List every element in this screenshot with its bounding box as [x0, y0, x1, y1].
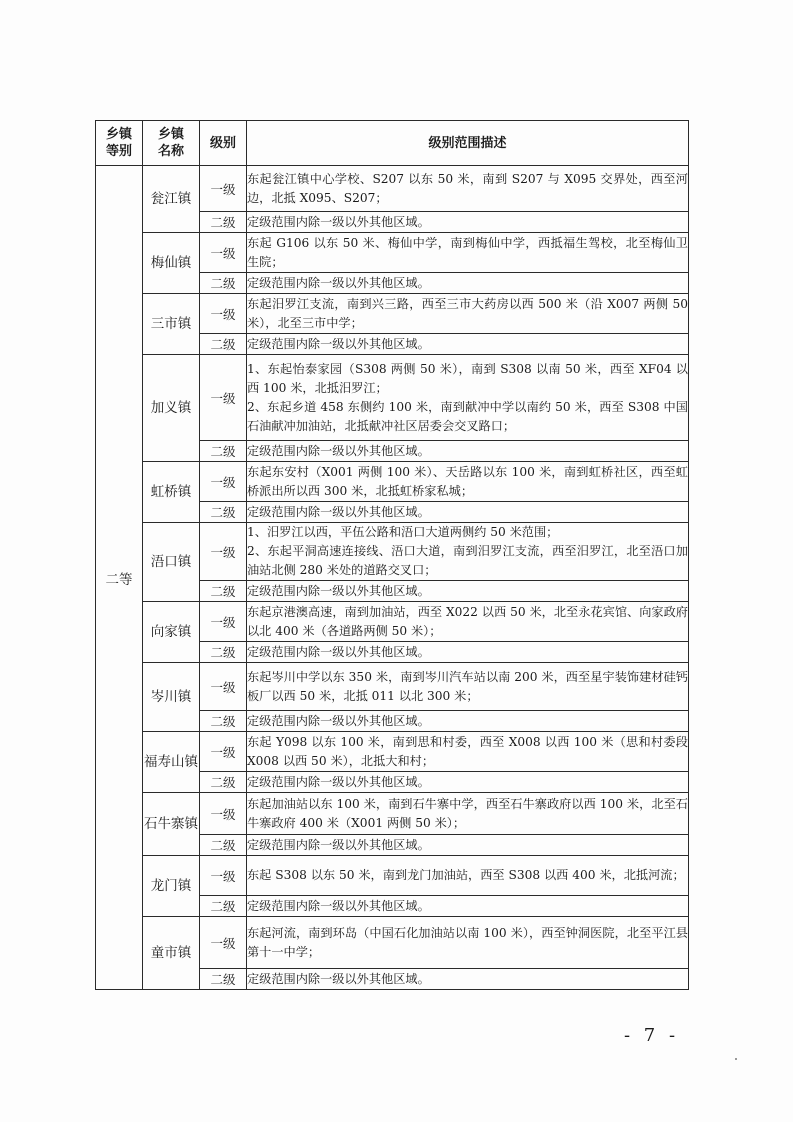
- table-row: [96, 355, 689, 441]
- level-1-cell: 一级: [200, 602, 247, 642]
- town-name-cell: 加义镇: [143, 355, 200, 462]
- town-name-cell: 虹桥镇: [143, 462, 200, 523]
- level-2-description: 定级范围内除一级以外其他区域。: [247, 835, 689, 856]
- level-2-cell: 二级: [200, 502, 247, 523]
- header-grade: 乡镇 等别: [96, 121, 143, 166]
- town-name-cell: 福寿山镇: [143, 732, 200, 793]
- level-1-cell: 一级: [200, 233, 247, 273]
- scan-speck: [735, 1058, 737, 1060]
- level-2-cell: 二级: [200, 212, 247, 233]
- level-2-cell: 二级: [200, 642, 247, 663]
- town-name-cell: 瓮江镇: [143, 166, 200, 233]
- town-name-cell: 龙门镇: [143, 856, 200, 917]
- level-2-cell: 二级: [200, 969, 247, 990]
- table-row: [96, 856, 689, 896]
- level-2-description: 定级范围内除一级以外其他区域。: [247, 334, 689, 355]
- level-1-description: [247, 663, 689, 711]
- description-line: 2、东起乡道 458 东侧约 100 米，南到献冲中学以南约 50 米，西至 S308 中国石油献冲加油站，北抵献冲社区居委会交叉路口；: [247, 399, 688, 433]
- level-1-cell: 一级: [200, 856, 247, 896]
- grade-cell: 二等: [96, 166, 143, 990]
- level-2-description: 定级范围内除一级以外其他区域。: [247, 969, 689, 990]
- level-2-description: 定级范围内除一级以外其他区域。: [247, 502, 689, 523]
- description-line: 东起东安村（X001 两侧 100 米）、天岳路以东 100 米，南到虹桥社区，西至虹桥派出所以西 300 米，北抵虹桥家私城；: [247, 464, 688, 498]
- level-1-cell: 一级: [200, 793, 247, 835]
- description-line: 2、东起平洞高速连接线、浯口大道，南到汨罗江支流，西至汨罗江，北至浯口加油站北侧 280 米处的道路交叉口；: [247, 544, 688, 577]
- description-line: 东起岑川中学以东 350 米，南到岑川汽车站以南 200 米，西至星宇装饰建材硅钙板厂以西 50 米，北抵 011 以北 300 米；: [247, 669, 688, 703]
- description-line: 1、东起怡泰家园（S308 两侧 50 米），南到 S308 以南 50 米，西至 XF04 以西 100 米，北抵汨罗江；: [247, 361, 688, 395]
- level-1-cell: 一级: [200, 732, 247, 772]
- town-name-cell: 向家镇: [143, 602, 200, 663]
- description-line: 东起瓮江镇中心学校、S207 以东 50 米，南到 S207 与 X095 交界处，西至河边，北抵 X095、S207；: [247, 171, 688, 205]
- table-row: [96, 793, 689, 835]
- description-line: 1、汨罗江以西，平伍公路和浯口大道两侧约 50 米范围；: [247, 525, 559, 539]
- level-2-description: 定级范围内除一级以外其他区域。: [247, 711, 689, 732]
- level-1-cell: 一级: [200, 663, 247, 711]
- level-1-cell: 一级: [200, 523, 247, 581]
- level-1-cell: 一级: [200, 462, 247, 502]
- level-1-description: [247, 523, 689, 581]
- description-line: 东起 S308 以东 50 米，南到龙门加油站，西至 S308 以西 400 米，北抵河流；: [247, 868, 685, 882]
- level-2-description: 定级范围内除一级以外其他区域。: [247, 212, 689, 233]
- level-2-cell: 二级: [200, 896, 247, 917]
- level-1-cell: 一级: [200, 917, 247, 969]
- level-1-description: [247, 917, 689, 969]
- table-row: [96, 523, 689, 581]
- level-2-description: 定级范围内除一级以外其他区域。: [247, 772, 689, 793]
- town-name-cell: 岑川镇: [143, 663, 200, 732]
- header-level: 级别: [200, 121, 247, 166]
- description-line: 东起汨罗江支流，南到兴三路，西至三市大药房以西 500 米（沿 X007 两侧 50 米），北至三市中学；: [247, 296, 688, 330]
- header-description: 级别范围描述: [247, 121, 689, 166]
- description-line: 东起 G106 以东 50 米、梅仙中学，南到梅仙中学，西抵福生驾校，北至梅仙卫生院；: [247, 235, 688, 269]
- level-2-cell: 二级: [200, 581, 247, 602]
- table-row: [96, 917, 689, 969]
- level-1-description: [247, 856, 689, 896]
- header-town: 乡镇 名称: [143, 121, 200, 166]
- level-2-cell: 二级: [200, 835, 247, 856]
- description-line: 东起 Y098 以东 100 米，南到思和村委，西至 X008 以西 100 米（思和村委段 X008 以西 50 米），北抵大和村；: [247, 734, 688, 768]
- level-1-description: [247, 294, 689, 334]
- land-grade-table: [95, 120, 689, 990]
- table-row: [96, 663, 689, 711]
- table-row: [96, 233, 689, 273]
- level-1-description: [247, 355, 689, 441]
- level-1-description: [247, 166, 689, 212]
- level-1-cell: 一级: [200, 294, 247, 334]
- level-1-description: [247, 462, 689, 502]
- level-2-cell: 二级: [200, 441, 247, 462]
- table-row: [96, 462, 689, 502]
- level-1-description: [247, 793, 689, 835]
- description-line: 东起京港澳高速，南到加油站，西至 X022 以西 50 米，北至永花宾馆、向家政府以北 400 米（各道路两侧 50 米）；: [247, 604, 688, 638]
- level-2-cell: 二级: [200, 711, 247, 732]
- table-row: [96, 166, 689, 212]
- town-name-cell: 浯口镇: [143, 523, 200, 602]
- table-row: [96, 732, 689, 772]
- level-2-description: 定级范围内除一级以外其他区域。: [247, 273, 689, 294]
- level-2-description: 定级范围内除一级以外其他区域。: [247, 642, 689, 663]
- town-name-cell: 童市镇: [143, 917, 200, 990]
- town-name-cell: 梅仙镇: [143, 233, 200, 294]
- table-row: [96, 294, 689, 334]
- page-number: - 7 -: [624, 1025, 680, 1046]
- level-2-cell: 二级: [200, 334, 247, 355]
- table-row: [96, 602, 689, 642]
- level-1-cell: 一级: [200, 355, 247, 441]
- level-2-cell: 二级: [200, 273, 247, 294]
- table-body: [96, 166, 689, 990]
- level-1-description: [247, 233, 689, 273]
- table-header-row: [96, 121, 689, 166]
- level-1-cell: 一级: [200, 166, 247, 212]
- description-line: 东起加油站以东 100 米，南到石牛寨中学，西至石牛寨政府以西 100 米，北至石牛寨政府 400 米（X001 两侧 50 米）；: [247, 796, 688, 830]
- level-2-description: 定级范围内除一级以外其他区域。: [247, 581, 689, 602]
- town-name-cell: 石牛寨镇: [143, 793, 200, 856]
- level-2-cell: 二级: [200, 772, 247, 793]
- level-2-description: 定级范围内除一级以外其他区域。: [247, 441, 689, 462]
- town-name-cell: 三市镇: [143, 294, 200, 355]
- level-2-description: 定级范围内除一级以外其他区域。: [247, 896, 689, 917]
- level-1-description: [247, 732, 689, 772]
- description-line: 东起河流，南到环岛（中国石化加油站以南 100 米），西至钟洞医院，北至平江县第十一中学；: [247, 925, 688, 959]
- level-1-description: [247, 602, 689, 642]
